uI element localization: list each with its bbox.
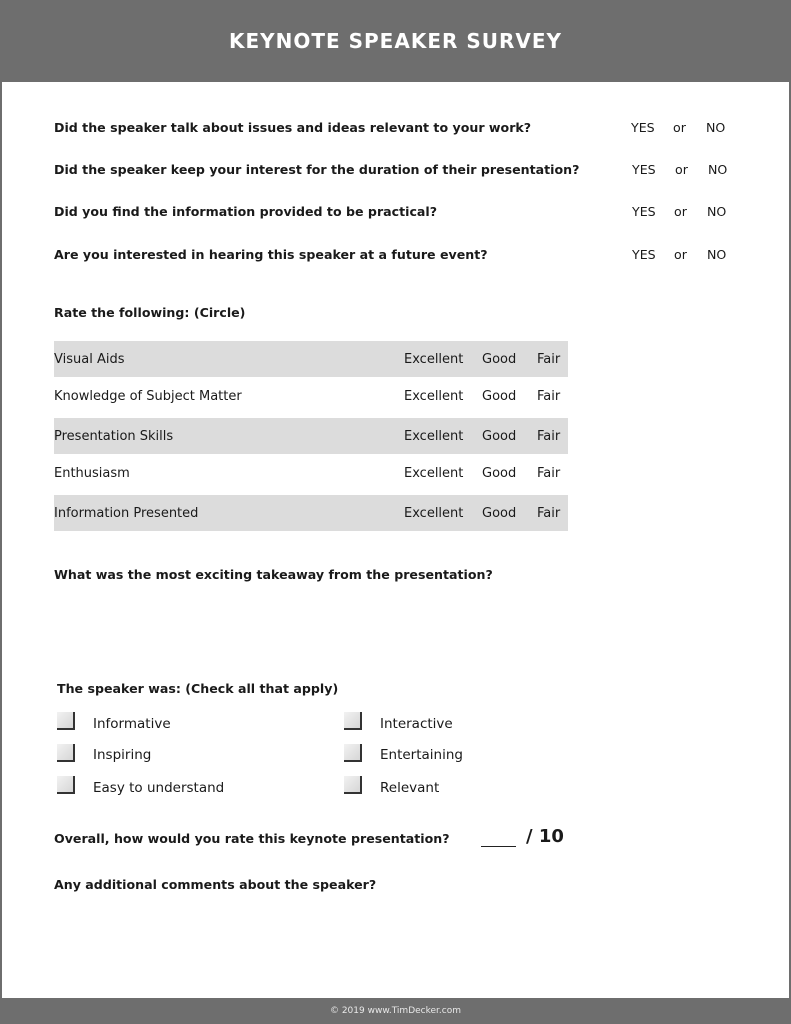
rating-option-fair[interactable]: Fair	[537, 388, 561, 404]
rating-option-fair[interactable]: Fair	[537, 505, 561, 521]
question-practical: Did you find the information provided to be practical?	[54, 204, 438, 219]
checkbox-label: Informative	[93, 716, 171, 732]
left-border	[0, 82, 2, 998]
or-text: or	[673, 120, 686, 135]
checkbox-label: Easy to understand	[93, 780, 225, 796]
yes-option[interactable]: YES	[632, 204, 656, 219]
rating-option-good[interactable]: Good	[482, 428, 517, 444]
overall-score-blank[interactable]	[481, 846, 516, 847]
footer-copyright: © 2019 www.TimDecker.com	[329, 1006, 462, 1016]
overall-score-scale: / 10	[526, 826, 564, 847]
rating-option-good[interactable]: Good	[482, 505, 517, 521]
rating-option-excellent[interactable]: Excellent	[404, 465, 464, 481]
rating-item-label: Visual Aids	[54, 351, 125, 367]
checkbox-easy-to-understand[interactable]	[57, 776, 75, 794]
yes-option[interactable]: YES	[632, 162, 656, 177]
rating-heading: Rate the following: (Circle)	[54, 305, 246, 320]
no-option[interactable]: NO	[706, 120, 726, 135]
rating-item-label: Enthusiasm	[54, 465, 130, 481]
rating-option-excellent[interactable]: Excellent	[404, 351, 464, 367]
rating-option-excellent[interactable]: Excellent	[404, 505, 464, 521]
rating-option-good[interactable]: Good	[482, 351, 517, 367]
question-interest: Did the speaker keep your interest for the duration of their presentation?	[54, 162, 580, 177]
survey-header	[0, 0, 791, 82]
checkbox-label: Entertaining	[380, 747, 463, 763]
rating-option-good[interactable]: Good	[482, 465, 517, 481]
checkbox-informative[interactable]	[57, 712, 75, 730]
comments-question: Any additional comments about the speaker?	[54, 877, 377, 892]
or-text: or	[675, 162, 688, 177]
rating-item-label: Knowledge of Subject Matter	[54, 388, 242, 404]
no-option[interactable]: NO	[707, 247, 727, 262]
rating-item-label: Presentation Skills	[54, 428, 174, 444]
checkbox-interactive[interactable]	[344, 712, 362, 730]
rating-option-fair[interactable]: Fair	[537, 465, 561, 481]
checkbox-inspiring[interactable]	[57, 744, 75, 762]
question-future-event: Are you interested in hearing this speaker at a future event?	[54, 247, 488, 262]
takeaway-question: What was the most exciting takeaway from the presentation?	[54, 567, 493, 582]
overall-question: Overall, how would you rate this keynote presentation?	[54, 831, 450, 846]
checklist-heading: The speaker was: (Check all that apply)	[57, 681, 339, 696]
or-text: or	[674, 247, 687, 262]
no-option[interactable]: NO	[707, 204, 727, 219]
rating-option-fair[interactable]: Fair	[537, 351, 561, 367]
rating-option-excellent[interactable]: Excellent	[404, 388, 464, 404]
yes-option[interactable]: YES	[632, 247, 656, 262]
rating-row-presentation-skills	[54, 418, 568, 454]
rating-option-fair[interactable]: Fair	[537, 428, 561, 444]
rating-option-good[interactable]: Good	[482, 388, 517, 404]
checkbox-label: Interactive	[380, 716, 453, 732]
checkbox-label: Relevant	[380, 780, 440, 796]
rating-row-information	[54, 495, 568, 531]
checkbox-entertaining[interactable]	[344, 744, 362, 762]
question-relevance: Did the speaker talk about issues and ideas relevant to your work?	[54, 120, 532, 135]
rating-option-excellent[interactable]: Excellent	[404, 428, 464, 444]
checkbox-label: Inspiring	[93, 747, 152, 763]
page-title: KEYNOTE SPEAKER SURVEY	[228, 29, 563, 53]
footer	[0, 998, 791, 1024]
rating-item-label: Information Presented	[54, 505, 199, 521]
rating-row-knowledge	[54, 378, 568, 414]
yes-option[interactable]: YES	[631, 120, 655, 135]
or-text: or	[674, 204, 687, 219]
rating-row-enthusiasm	[54, 455, 568, 491]
no-option[interactable]: NO	[708, 162, 728, 177]
rating-row-visual-aids	[54, 341, 568, 377]
checkbox-relevant[interactable]	[344, 776, 362, 794]
